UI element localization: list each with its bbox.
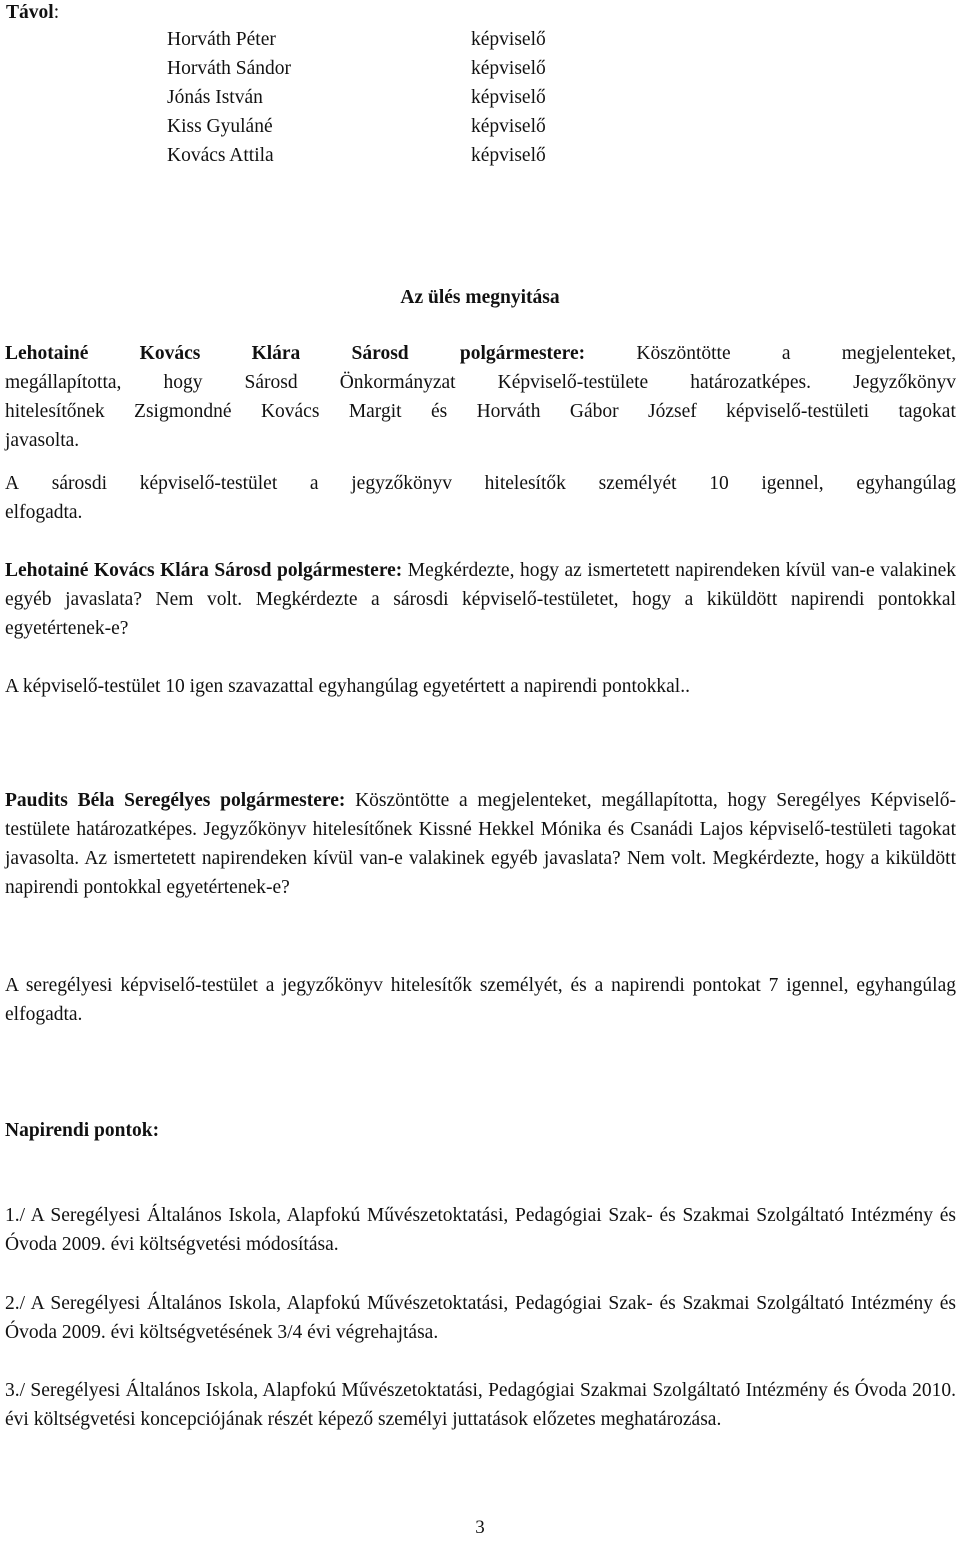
- absent-colon: :: [53, 2, 60, 23]
- opening-paragraph-seregelyes: [5, 786, 956, 902]
- word: Lehotainé: [5, 343, 89, 364]
- absent-member-role: képviselő: [471, 58, 546, 79]
- word: megjelenteket,: [841, 343, 956, 364]
- p1-line-1: [5, 339, 956, 368]
- word: Klára: [251, 343, 301, 364]
- word: József: [648, 401, 697, 422]
- vote-paragraph-sarosd: [5, 469, 956, 527]
- vote-paragraph-seregelyes: A seregélyesi képviselő-testület a jegyzőkönyv hitelesítők személyét, és a napirendi pontokat 7 igennel, egyhangúlag elfogadta.: [5, 975, 956, 1025]
- absent-member-role: képviselő: [471, 116, 546, 137]
- agenda-item: 1./ A Seregélyesi Általános Iskola, Alapfokú Művészetoktatási, Pedagógiai Szak- és Szakmai Szolgáltató Intézmény és Óvoda 2009. évi költségvetési módosítása.: [5, 1205, 956, 1255]
- question-paragraph-sarosd: [5, 556, 956, 643]
- absent-member-name: Horváth Péter: [167, 29, 276, 50]
- agreement-paragraph-sarosd: A képviselő-testület 10 igen szavazattal egyhangúlag egyetértett a napirendi pontokkal..: [5, 676, 690, 697]
- p1-line-2: [5, 368, 956, 397]
- absent-member-role: képviselő: [471, 145, 546, 166]
- word: Kovács: [260, 401, 320, 422]
- speaker-label: Lehotainé Kovács Klára Sárosd polgármestere:: [5, 560, 403, 581]
- word: 10: [709, 473, 729, 494]
- word: egyhangúlag: [856, 473, 956, 494]
- word: képviselő-testületi: [726, 401, 870, 422]
- word: Gábor: [569, 401, 619, 422]
- absent-member-name: Jónás István: [167, 87, 263, 108]
- absent-roles-column: [471, 25, 671, 170]
- absent-label: Távol: [6, 2, 54, 23]
- opening-paragraph-sarosd: [5, 339, 956, 455]
- word: Kovács: [139, 343, 201, 364]
- section-title: [0, 283, 960, 312]
- absent-member-name: Kovács Attila: [167, 145, 274, 166]
- word: a: [781, 343, 791, 364]
- word: Sárosd: [351, 343, 409, 364]
- word: Köszöntötte: [636, 343, 731, 364]
- word: megállapította,: [5, 372, 122, 393]
- absent-member-role: képviselő: [471, 29, 546, 50]
- word: hitelesítők: [484, 473, 566, 494]
- word: jegyzőkönyv: [351, 473, 452, 494]
- word: a: [309, 473, 319, 494]
- absent-member-name: Horváth Sándor: [167, 58, 292, 79]
- word: képviselő-testület: [139, 473, 278, 494]
- section-title-text: Az ülés megnyitása: [400, 287, 560, 308]
- word: Önkormányzat: [339, 372, 456, 393]
- absent-heading: [6, 0, 59, 27]
- paragraph-text: Megkérdezte, hogy az ismertetett napirendeken kívül van-e valakinek egyéb javaslata? Nem volt. Megkérdezte a sárosdi képviselő-testületet, hogy a kiküldött napirendi pontokkal egyetértenek-e?: [5, 560, 956, 639]
- absent-member-role: képviselő: [471, 87, 546, 108]
- word: tagokat: [898, 401, 956, 422]
- word: hitelesítőnek: [5, 401, 105, 422]
- word: hogy: [163, 372, 203, 393]
- word: Margit: [348, 401, 402, 422]
- agenda-heading: [5, 1116, 159, 1145]
- page-number: 3: [475, 1517, 485, 1538]
- agenda-heading-text: Napirendi pontok:: [5, 1120, 160, 1141]
- absent-names-column: [167, 25, 427, 170]
- p1-line-4: javasolta.: [5, 430, 80, 451]
- word: Képviselő-testülete: [497, 372, 649, 393]
- word: sárosdi: [51, 473, 108, 494]
- paragraph-text: Köszöntötte a megjelenteket, megállapította, hogy Seregélyes Képviselő-testülete határozatképes. Jegyzőkönyv hitelesítőnek Kissné Hekkel Mónika és Csanádi Lajos képviselő-testületi tagokat javasolta. Az ismertetett napirendeken kívül van-e valakinek egyéb javaslata? Nem volt. Megkérdezte, hogy a kiküldött napirendi pontokkal egyetértenek-e?: [5, 790, 956, 898]
- word: Sárosd: [244, 372, 298, 393]
- p2-line-2: elfogadta.: [5, 502, 83, 523]
- word: Zsigmondné: [134, 401, 232, 422]
- word: személyét: [598, 473, 677, 494]
- speaker-label: Paudits Béla Seregélyes polgármestere:: [5, 790, 346, 811]
- p2-line-1: [5, 469, 956, 498]
- word: és: [430, 401, 448, 422]
- word: Horváth: [476, 401, 541, 422]
- agenda-item: 2./ A Seregélyesi Általános Iskola, Alapfokú Művészetoktatási, Pedagógiai Szak- és Szakmai Szolgáltató Intézmény és Óvoda 2009. évi költségvetésének 3/4 évi végrehajtása.: [5, 1293, 956, 1343]
- word: polgármestere:: [459, 343, 586, 364]
- absent-member-name: Kiss Gyuláné: [167, 116, 273, 137]
- word: határozatképes.: [690, 372, 811, 393]
- agenda-item: 3./ Seregélyesi Általános Iskola, Alapfokú Művészetoktatási, Pedagógiai Szakmai Szolgáltató Intézmény és Óvoda 2010. évi költségvetési koncepciójának részét képező személyi juttatások előzetes meghatározása.: [5, 1380, 956, 1430]
- word: igennel,: [761, 473, 824, 494]
- word: Jegyzőkönyv: [853, 372, 956, 393]
- p1-line-3: [5, 397, 956, 426]
- word: A: [5, 473, 20, 494]
